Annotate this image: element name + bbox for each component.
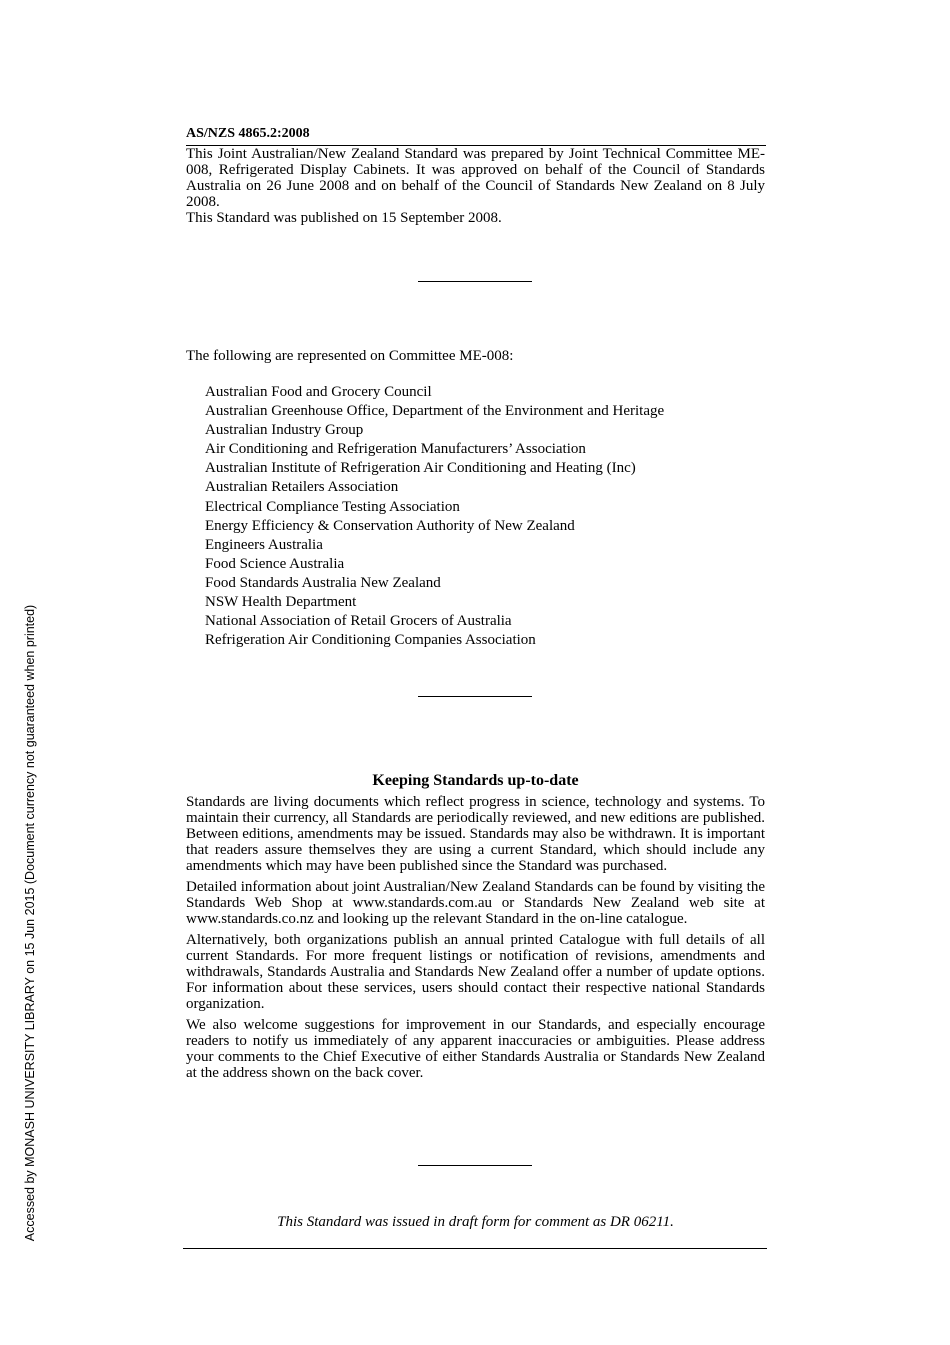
access-watermark: Accessed by MONASH UNIVERSITY LIBRARY on 15 Jun 2015 (Document currency not guaranteed when printed) bbox=[23, 604, 37, 1242]
separator-3 bbox=[418, 1165, 532, 1166]
committee-members-list bbox=[205, 384, 664, 651]
separator-1 bbox=[418, 281, 532, 282]
footer-rule bbox=[183, 1248, 767, 1249]
list-item: Australian Industry Group bbox=[205, 422, 364, 439]
keeping-section bbox=[186, 794, 765, 1086]
list-item: Food Standards Australia New Zealand bbox=[205, 574, 441, 591]
list-item: Australian Greenhouse Office, Department of the Environment and Heritage bbox=[205, 403, 665, 420]
list-item: Refrigeration Air Conditioning Companies Association bbox=[205, 632, 536, 649]
committee-intro: The following are represented on Committee ME-008: bbox=[186, 348, 514, 364]
list-item: NSW Health Department bbox=[205, 594, 357, 611]
list-item: Engineers Australia bbox=[205, 536, 323, 553]
approval-paragraph: This Joint Australian/New Zealand Standard was prepared by Joint Technical Committee ME-008, Refrigerated Display Cabinets. It was approved on behalf of the Council of Standards Australia on 26 June 2008 and on behalf of the Council of Standards New Zealand on 8 July 2008. bbox=[186, 146, 765, 210]
list-item: Australian Institute of Refrigeration Air Conditioning and Heating (Inc) bbox=[205, 460, 636, 477]
keeping-paragraph: Standards are living documents which reflect progress in science, technology and systems. To maintain their currency, all Standards are periodically reviewed, and new editions are published. Between editions, amendments may be issued. Standards may also be withdrawn. It is important that readers assure themselves they are using a current Standard, which should include any amendments which may have been published since the Standard was purchased. bbox=[186, 794, 765, 874]
keeping-paragraph: Alternatively, both organizations publish an annual printed Catalogue with full details of all current Standards. For more frequent listings or notification of revisions, amendments and withdrawals, Standards Australia and Standards New Zealand offer a number of update options. For information about these services, users should contact their respective national Standards organization. bbox=[186, 932, 765, 1012]
keeping-paragraph: Detailed information about joint Australian/New Zealand Standards can be found by visiting the Standards Web Shop at www.standards.com.au or Standards New Zealand web site at www.standards.co.nz and looking up the relevant Standard in the on-line catalogue. bbox=[186, 879, 765, 927]
list-item: Energy Efficiency & Conservation Authority of New Zealand bbox=[205, 517, 575, 534]
published-line: This Standard was published on 15 September 2008. bbox=[186, 210, 502, 226]
separator-2 bbox=[418, 696, 532, 697]
standard-id: AS/NZS 4865.2:2008 bbox=[186, 126, 310, 141]
list-item: Australian Retailers Association bbox=[205, 479, 399, 496]
draft-note: This Standard was issued in draft form for comment as DR 06211. bbox=[277, 1214, 674, 1230]
list-item: Electrical Compliance Testing Association bbox=[205, 498, 460, 515]
keeping-heading: Keeping Standards up-to-date bbox=[372, 772, 579, 789]
list-item: Air Conditioning and Refrigeration Manufacturers’ Association bbox=[205, 441, 586, 458]
approval-section bbox=[186, 146, 765, 226]
list-item: Australian Food and Grocery Council bbox=[205, 384, 432, 400]
list-item: Food Science Australia bbox=[205, 555, 345, 572]
keeping-paragraph: We also welcome suggestions for improvement in our Standards, and especially encourage readers to notify us immediately of any apparent inaccuracies or ambiguities. Please address your comments to the Chief Executive of either Standards Australia or Standards New Zealand at the address shown on the back cover. bbox=[186, 1017, 765, 1081]
list-item: National Association of Retail Grocers of Australia bbox=[205, 613, 512, 630]
